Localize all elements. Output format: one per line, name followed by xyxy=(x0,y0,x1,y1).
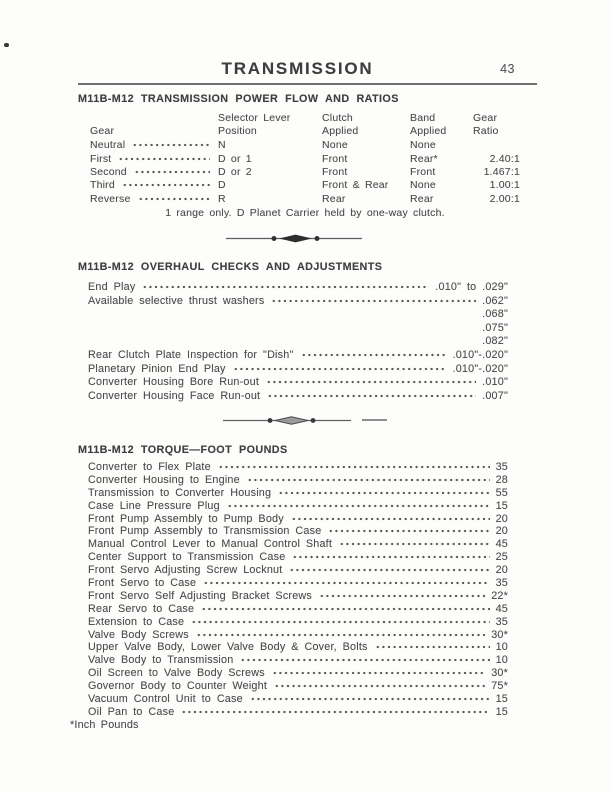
dot-leader xyxy=(203,577,489,586)
item-label: Oil Pan to Case xyxy=(88,705,175,718)
item-value: 15 xyxy=(495,693,508,706)
clutch-applied: Front & Rear xyxy=(322,179,389,192)
gear-ratio: 2.00:1 xyxy=(489,192,520,205)
dot-leader xyxy=(339,538,490,547)
band-applied: Rear xyxy=(410,192,434,205)
overhaul-list xyxy=(88,281,508,403)
item-value: 35 xyxy=(495,577,508,590)
dot-leader xyxy=(118,153,210,162)
item-label: Case Line Pressure Plug xyxy=(88,499,220,512)
dot-leader xyxy=(271,295,476,304)
list-item xyxy=(88,376,508,390)
list-item xyxy=(88,603,508,616)
page-number: 43 xyxy=(500,62,515,76)
item-label: Governor Body to Counter Weight xyxy=(88,680,268,693)
list-item xyxy=(88,281,508,295)
dot-leader xyxy=(292,551,489,560)
list-item xyxy=(88,295,508,309)
dot-leader xyxy=(291,513,490,522)
item-value: .075" xyxy=(482,321,508,334)
list-item xyxy=(88,500,508,513)
item-value: 45 xyxy=(495,602,508,615)
gear-cell xyxy=(90,166,218,179)
item-value: 75* xyxy=(491,680,508,693)
item-value: 25 xyxy=(495,551,508,564)
list-item xyxy=(88,487,508,500)
clutch-applied: Rear xyxy=(322,192,346,205)
list-item xyxy=(88,564,508,577)
item-label: Vacuum Control Unit to Case xyxy=(88,693,243,706)
item-label: Converter Housing Bore Run-out xyxy=(88,376,260,389)
gear-name: Third xyxy=(90,179,115,192)
torque-list xyxy=(88,461,508,719)
list-item xyxy=(88,461,508,474)
col-header-ratio: Gear Ratio xyxy=(473,112,499,138)
dot-leader xyxy=(267,390,476,399)
selector-position: D xyxy=(218,179,226,192)
item-label: Converter Housing to Engine xyxy=(88,473,240,486)
section-title-torque: M11B-M12 TORQUE—FOOT POUNDS xyxy=(78,444,288,456)
item-label: Available selective thrust washers xyxy=(88,294,265,307)
item-label: Rear Clutch Plate Inspection for "Dish" xyxy=(88,348,294,361)
list-item xyxy=(88,308,508,322)
dot-leader xyxy=(218,461,490,470)
dot-leader xyxy=(301,349,447,358)
dot-leader xyxy=(375,641,490,650)
page-header xyxy=(78,58,537,85)
list-item xyxy=(88,525,508,538)
item-label: Center Support to Transmission Case xyxy=(88,551,286,564)
item-label: Front Pump Assembly to Pump Body xyxy=(88,512,284,525)
dot-leader xyxy=(289,564,489,573)
gear-name: Reverse xyxy=(90,192,131,205)
list-item xyxy=(88,590,508,603)
dot-leader xyxy=(122,179,210,188)
col-header-gear: Gear xyxy=(90,125,115,138)
band-applied: None xyxy=(410,139,436,152)
gear-name: First xyxy=(90,152,112,165)
selector-position: D or 2 xyxy=(218,166,252,178)
dot-leader xyxy=(201,603,489,612)
list-item xyxy=(88,363,508,377)
item-label: Front Servo Self Adjusting Bracket Screws xyxy=(88,589,313,602)
col-header-band: Band Applied xyxy=(410,112,447,138)
clutch-applied: Front xyxy=(322,152,348,165)
band-applied: Front xyxy=(410,166,436,178)
list-item xyxy=(88,538,508,551)
item-label: Front Pump Assembly to Transmission Case xyxy=(88,525,322,538)
list-item xyxy=(88,680,508,693)
item-value: 22* xyxy=(491,589,508,602)
scan-speck xyxy=(4,43,9,47)
list-item xyxy=(88,322,508,336)
dot-leader xyxy=(319,590,485,599)
clutch-applied: Front xyxy=(322,166,348,178)
item-label: Manual Control Lever to Manual Control Shaft xyxy=(88,538,333,551)
item-label: Converter Housing Face Run-out xyxy=(88,389,261,402)
item-value: .010"-.020" xyxy=(452,362,508,375)
gear-ratio: 1.00:1 xyxy=(489,179,520,192)
item-label: Extension to Case xyxy=(88,615,185,628)
item-value: 10 xyxy=(495,654,508,667)
dot-leader xyxy=(95,335,476,344)
list-item xyxy=(88,667,508,680)
list-item xyxy=(88,706,508,719)
dot-leader xyxy=(227,500,490,509)
item-label: Front Servo Adjusting Screw Locknut xyxy=(88,564,283,577)
gear-name: Second xyxy=(90,166,127,178)
item-value: 10 xyxy=(495,641,508,654)
dot-leader xyxy=(95,322,476,331)
gear-cell xyxy=(90,139,218,152)
gear-cell xyxy=(90,153,218,166)
page-title: TRANSMISSION xyxy=(221,59,374,78)
list-item xyxy=(88,474,508,487)
dot-leader xyxy=(274,680,485,689)
band-applied: None xyxy=(410,179,436,192)
item-value: 30* xyxy=(491,667,508,680)
gear-ratio: 2.40:1 xyxy=(489,152,520,165)
dot-leader xyxy=(240,654,489,663)
dot-leader xyxy=(181,706,489,715)
clutch-applied: None xyxy=(322,139,348,152)
power-flow-table-header xyxy=(90,112,520,138)
item-value: 20 xyxy=(495,525,508,538)
dot-leader xyxy=(95,308,476,317)
section-title-power-flow: M11B-M12 TRANSMISSION POWER FLOW AND RATIOS xyxy=(78,93,399,105)
item-value: 20 xyxy=(495,512,508,525)
item-value: 35 xyxy=(495,615,508,628)
item-label: Transmission to Converter Housing xyxy=(88,486,272,499)
dot-leader xyxy=(134,166,210,175)
list-item xyxy=(88,513,508,526)
selector-position: N xyxy=(218,139,226,152)
list-item xyxy=(88,654,508,667)
item-value: .062" xyxy=(482,294,508,307)
item-label: Valve Body to Transmission xyxy=(88,654,234,667)
item-label: Oil Screen to Valve Body Screws xyxy=(88,667,265,680)
item-label: Planetary Pinion End Play xyxy=(88,362,226,375)
selector-position: D or 1 xyxy=(218,152,252,165)
item-value: 35 xyxy=(495,461,508,473)
list-item xyxy=(88,551,508,564)
table-row xyxy=(90,139,520,152)
band-applied: Rear* xyxy=(410,152,438,165)
table-row xyxy=(90,179,520,192)
item-value: 30* xyxy=(491,628,508,641)
col-header-selector: Selector Lever Position xyxy=(218,112,291,138)
item-label: Valve Body Screws xyxy=(88,628,189,641)
torque-footnote: *Inch Pounds xyxy=(70,719,139,731)
list-item xyxy=(88,693,508,706)
gear-cell xyxy=(90,179,218,192)
dot-leader xyxy=(132,139,210,148)
item-value: 45 xyxy=(495,538,508,551)
table-row xyxy=(90,193,520,206)
ornament-divider-icon xyxy=(221,413,389,431)
gear-cell xyxy=(90,193,218,206)
item-value: .010" xyxy=(482,376,508,389)
gear-name: Neutral xyxy=(90,139,126,152)
dot-leader xyxy=(272,667,485,676)
power-flow-table xyxy=(90,112,520,220)
item-value: .010"-.020" xyxy=(452,348,508,361)
list-item xyxy=(88,577,508,590)
dot-leader xyxy=(138,193,211,202)
item-label: End Play xyxy=(88,281,136,293)
section-title-overhaul: M11B-M12 OVERHAUL CHECKS AND ADJUSTMENTS xyxy=(78,261,383,273)
item-value: 15 xyxy=(495,499,508,512)
item-value: 20 xyxy=(495,564,508,577)
dot-leader xyxy=(328,525,489,534)
item-value: .007" xyxy=(482,389,508,402)
list-item xyxy=(88,616,508,629)
item-label: Converter to Flex Plate xyxy=(88,461,211,473)
dot-leader xyxy=(278,487,489,496)
gear-ratio: 1.467:1 xyxy=(483,166,520,178)
item-value: .082" xyxy=(482,335,508,348)
power-flow-footnote: 1 range only. D Planet Carrier held by one-way clutch. xyxy=(165,206,445,219)
item-label: Front Servo to Case xyxy=(88,577,197,590)
item-value: 55 xyxy=(495,486,508,499)
list-item xyxy=(88,390,508,404)
list-item xyxy=(88,349,508,363)
dot-leader xyxy=(233,363,447,372)
item-value: 28 xyxy=(495,473,508,486)
item-value: .068" xyxy=(482,308,508,321)
dot-leader xyxy=(247,474,490,483)
power-flow-rows xyxy=(90,139,520,205)
ornament-divider-icon xyxy=(224,231,364,249)
table-row xyxy=(90,166,520,179)
list-item xyxy=(88,335,508,349)
dot-leader xyxy=(142,281,429,290)
selector-position: R xyxy=(218,192,226,205)
item-label: Upper Valve Body, Lower Valve Body & Cover, Bolts xyxy=(88,641,368,654)
dot-leader xyxy=(266,376,476,385)
dot-leader xyxy=(191,616,489,625)
dot-leader xyxy=(250,693,490,702)
dot-leader xyxy=(196,629,485,638)
item-label: Rear Servo to Case xyxy=(88,602,195,615)
list-item xyxy=(88,629,508,642)
item-value: .010" to .029" xyxy=(435,281,508,293)
item-value: 15 xyxy=(495,705,508,718)
col-header-clutch: Clutch Applied xyxy=(322,112,359,138)
list-item xyxy=(88,641,508,654)
table-row xyxy=(90,153,520,166)
